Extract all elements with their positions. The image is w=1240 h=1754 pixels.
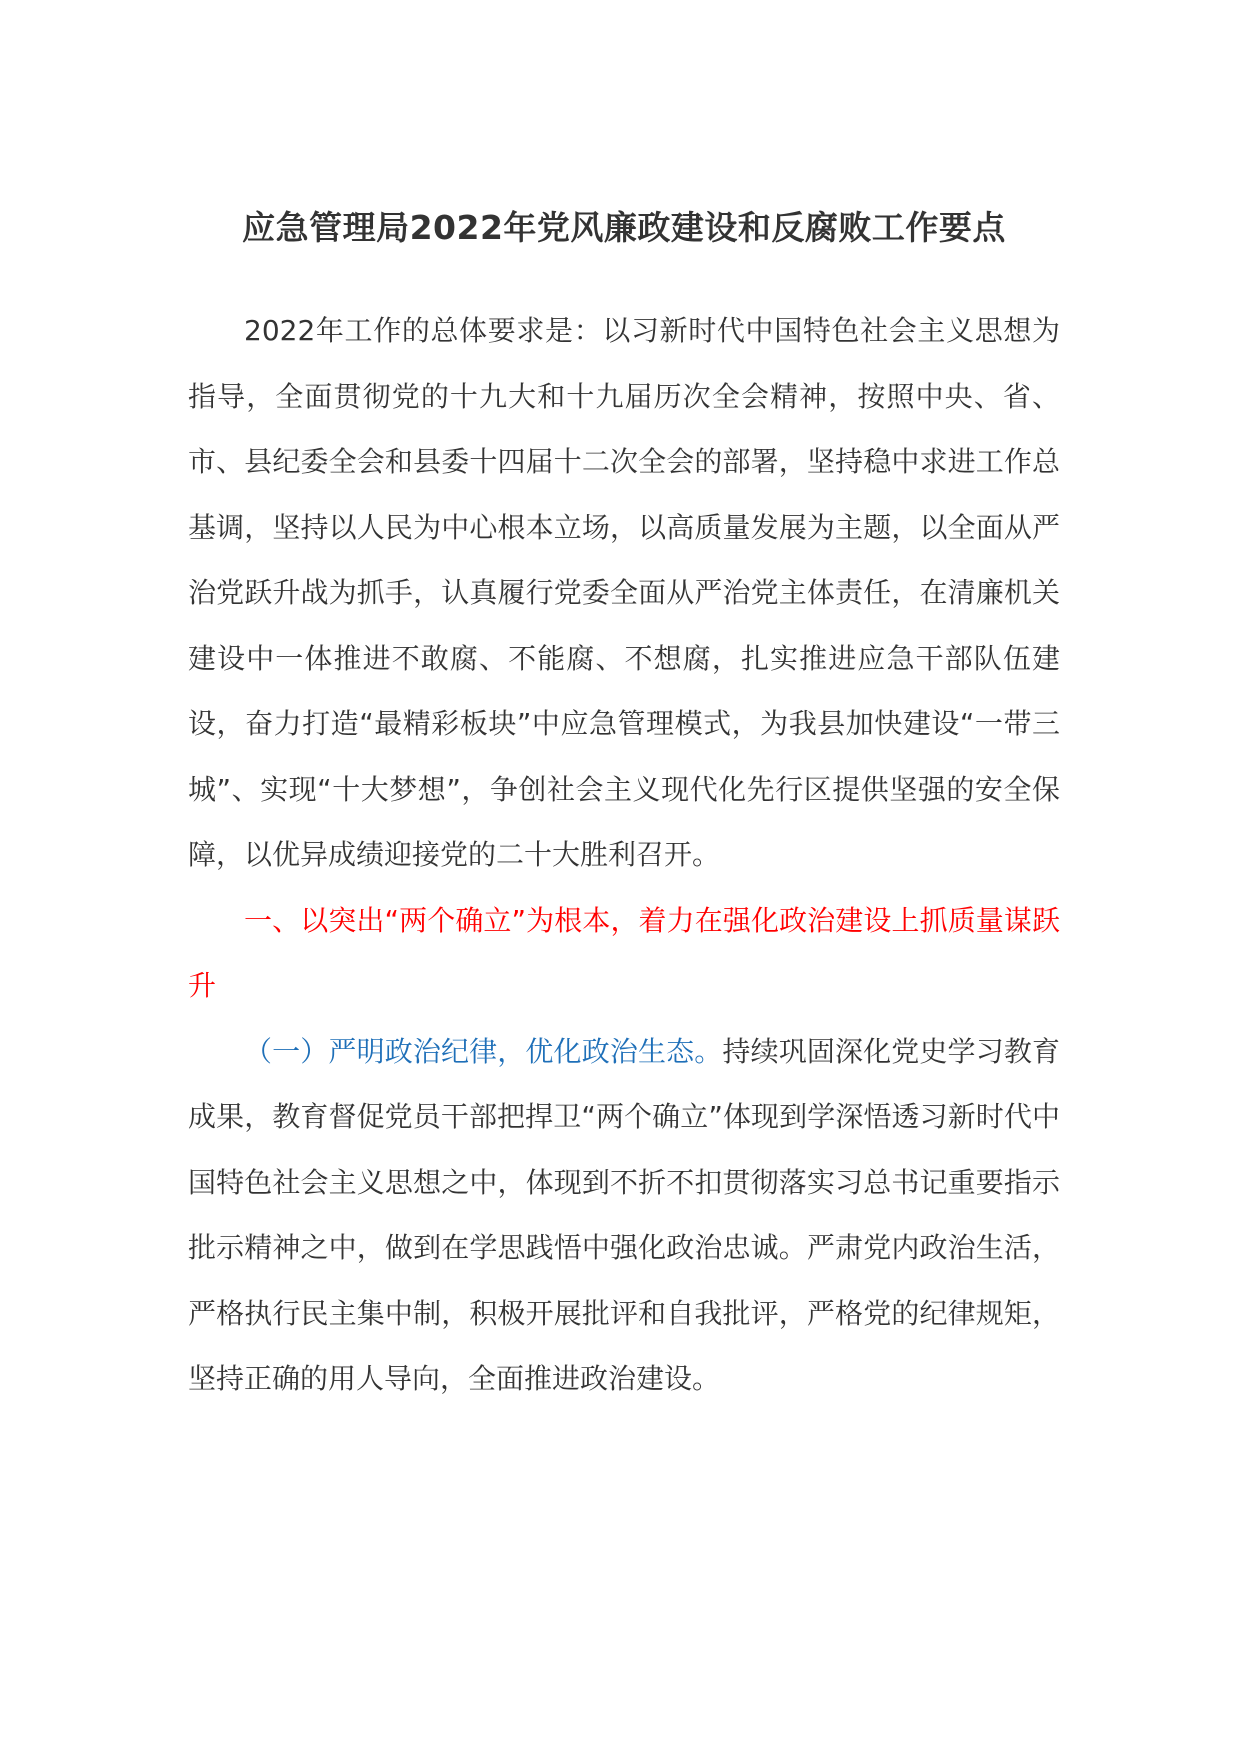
subsection-1-body: 持续巩固深化党史学习教育成果，教育督促党员干部把捍卫“两个确立”体现到学深悟透习新时代中国特色社会主义思想之中，体现到不折不扣贯彻落实习总书记重要指示批示精神之中，做到在学思践悟中强化政治忠诚。严肃党内政治生活，严格执行民主集中制，积极开展批评和自我批评，严格党的纪律规矩，坚持正确的用人导向，全面推进政治建设。: [188, 1034, 1060, 1395]
section-1-heading: 一、以突出“两个确立”为根本，着力在强化政治建设上抓质量谋跃升: [188, 903, 1060, 1002]
document-title: 应急管理局2022年党风廉政建设和反腐败工作要点: [242, 208, 1006, 247]
subsection-1-paragraph: [188, 1019, 1060, 1412]
intro-paragraph: 2022年工作的总体要求是：以习新时代中国特色社会主义思想为指导，全面贯彻党的十九大和十九届历次全会精神，按照中央、省、市、县纪委全会和县委十四届十二次全会的部署，坚持稳中求进工作总基调，坚持以人民为中心根本立场，以高质量发展为主题，以全面从严治党跃升战为抓手，认真履行党委全面从严治党主体责任，在清廉机关建设中一体推进不敢腐、不能腐、不想腐，扎实推进应急干部队伍建设，奋力打造“最精彩板块”中应急管理模式，为我县加快建设“一带三城”、实现“十大梦想”，争创社会主义现代化先行区提供坚强的安全保障，以优异成绩迎接党的二十大胜利召开。: [188, 314, 1060, 871]
subsection-1-heading: （一）严明政治纪律，优化政治生态。: [244, 1034, 723, 1068]
document-body: [188, 298, 1060, 1412]
